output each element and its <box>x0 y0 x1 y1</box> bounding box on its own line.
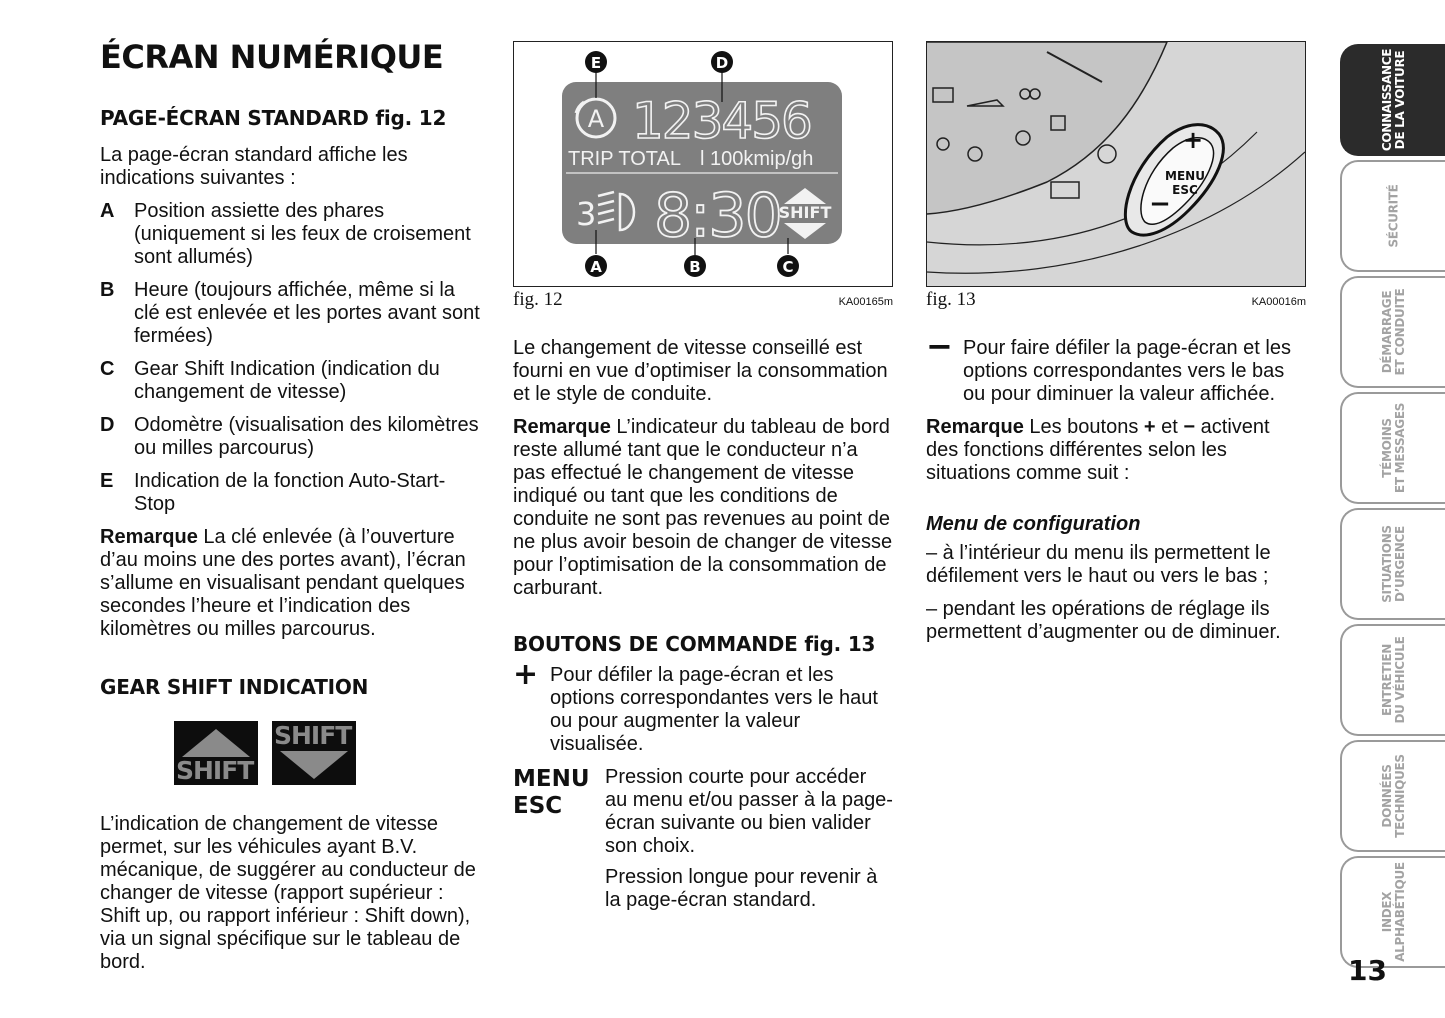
note-label: Remarque <box>100 526 198 548</box>
item-letter: D <box>100 414 115 436</box>
shift-down-icon <box>272 721 356 785</box>
tab-donnees[interactable] <box>1340 740 1445 852</box>
minus-symbol: − <box>926 327 953 365</box>
plus-symbol: + <box>513 657 539 692</box>
menu-esc-symbol <box>513 766 605 912</box>
display-illustration <box>514 42 892 286</box>
minus-button-description <box>926 327 1306 406</box>
list-item <box>100 279 480 348</box>
menu-button-description <box>513 766 893 912</box>
callout-e: E <box>590 54 602 72</box>
figure-13-caption <box>926 289 1306 311</box>
chapter-tabs <box>1340 44 1445 972</box>
tab-label: TÉMOINS ET MESSAGES <box>1379 402 1407 494</box>
gsi-advice-paragraph: Le changement de vitesse conseillé est fourni en vue d’optimiser la consommation et le style de conduite. <box>513 337 888 405</box>
plus-button: + <box>1182 126 1204 154</box>
headlamp-level-value: 3 <box>576 195 597 233</box>
list-item <box>100 414 480 460</box>
item-letter: A <box>100 200 115 222</box>
note-label: Remarque <box>926 416 1024 438</box>
note-label: Remarque <box>513 416 611 438</box>
standard-screen-heading: PAGE-ÉCRAN STANDARD fig. 12 <box>100 106 447 130</box>
item-text: Position assiette des phares (uniquement si les feux de croisement sont allumés) <box>134 200 471 268</box>
item-text: Heure (toujours affichée, même si la clé est enlevée et les portes avant sont fermées) <box>134 279 480 347</box>
item-text: Gear Shift Indication (indication du changement de vitesse) <box>134 358 440 403</box>
shift-up-label: SHIFT <box>176 756 254 785</box>
config-item: – à l’intérieur du menu ils permettent le défilement vers le haut ou vers le bas ; <box>926 542 1271 587</box>
callout-b: B <box>689 258 701 276</box>
menu-text-block <box>605 766 893 912</box>
tab-securite[interactable] <box>1340 160 1445 272</box>
middle-column <box>513 41 893 922</box>
buttons-heading: BOUTONS DE COMMANDE fig. 13 <box>513 632 876 656</box>
intro-paragraph: La page-écran standard affiche les indications suivantes : <box>100 144 408 189</box>
tab-connaissance[interactable] <box>1340 44 1445 156</box>
figure-code: KA00165m <box>838 296 893 308</box>
item-letter: E <box>100 470 114 492</box>
menu-long-press-text: Pression longue pour revenir à la page-écran standard. <box>605 866 878 911</box>
tab-label: SITUATIONS D’URGENCE <box>1379 525 1407 603</box>
note-text: L’indicateur du tableau de bord reste allumé tant que le conducteur n’a pas effectué le changement de vitesse indiqué ou tant que les conditions de conduite ne sont pas revenues au point de ne plus avoir besoin de changer de vitesse pour l’optimisation de la consommation de carburant. <box>513 416 893 599</box>
note-minus-symbol: − <box>1183 416 1196 438</box>
list-item <box>100 200 480 269</box>
esc-button: ESC <box>1172 183 1198 197</box>
steering-buttons-illustration <box>927 42 1305 286</box>
gsi-heading: GEAR SHIFT INDICATION <box>100 675 369 699</box>
menu-label: MENU <box>513 766 590 792</box>
menu-short-press-text: Pression courte pour accéder au menu et/ou passer à la page-écran suivante ou bien valider son choix. <box>605 766 893 857</box>
right-column <box>926 41 1306 654</box>
note-plus-symbol: + <box>1143 416 1156 438</box>
note-text: Les boutons <box>1023 416 1144 438</box>
note-paragraph <box>926 416 1306 485</box>
tab-demarrage[interactable] <box>1340 276 1445 388</box>
figure-12 <box>513 41 893 287</box>
note-paragraph <box>513 416 893 600</box>
tab-temoins[interactable] <box>1340 392 1445 504</box>
tab-label: DONNÉES TECHNIQUES <box>1379 754 1407 838</box>
plus-button-description <box>513 657 893 756</box>
list-item <box>100 470 480 516</box>
odometer-value: 123456 <box>632 92 811 150</box>
consumption-label: l 100kmip/gh <box>700 148 814 170</box>
tab-label: DÉMARRAGE ET CONDUITE <box>1379 288 1407 376</box>
trip-label: TRIP TOTAL <box>568 148 681 170</box>
figure-code: KA00016m <box>1251 296 1306 308</box>
note-text: La clé enlevée (à l’ouverture d’au moins une des portes avant), l’écran s’allume en visualisant pendant quelques secondes l’heure et l’indication des kilomètres ou milles parcourus. <box>100 526 466 640</box>
note-text: et <box>1155 416 1184 438</box>
callout-c: C <box>782 258 794 276</box>
list-item <box>100 358 480 404</box>
tab-label: SÉCURITÉ <box>1386 184 1400 248</box>
figure-12-caption <box>513 289 893 311</box>
left-column <box>100 30 480 984</box>
gsi-paragraph: L’indication de changement de vitesse permet, sur les véhicules ayant B.V. mécanique, de suggérer au conducteur de changer de vitesse (rapport supérieur : Shift up, ou rapport inférieur : Shift down), via un signal spécifique sur le tableau de bord. <box>100 813 476 973</box>
minus-button: − <box>1149 189 1171 219</box>
item-text: Odomètre (visualisation des kilomètres ou milles parcourus) <box>134 414 479 459</box>
figure-label: fig. 12 <box>513 289 563 310</box>
note-paragraph <box>100 526 480 641</box>
shift-icons <box>174 721 480 785</box>
tab-situations[interactable] <box>1340 508 1445 620</box>
plus-text: Pour défiler la page-écran et les options correspondantes vers le haut ou pour augmenter la valeur visualisée. <box>550 664 878 755</box>
minus-text: Pour faire défiler la page-écran et les options correspondantes vers le bas ou pour diminuer la valeur affichée. <box>963 337 1291 405</box>
tab-entretien[interactable] <box>1340 624 1445 736</box>
callout-d: D <box>715 54 729 72</box>
config-item: – pendant les opérations de réglage ils permettent d’augmenter ou de diminuer. <box>926 598 1281 643</box>
indications-list <box>100 200 480 516</box>
auto-start-stop-icon: A <box>587 105 605 133</box>
figure-label: fig. 13 <box>926 289 976 310</box>
menu-button: MENU <box>1165 169 1205 183</box>
esc-label: ESC <box>513 793 563 819</box>
callout-a: A <box>590 258 602 276</box>
shift-up-icon <box>174 721 258 785</box>
page-title: ÉCRAN NUMÉRIQUE <box>100 38 444 76</box>
config-menu-heading: Menu de configuration <box>926 513 1141 535</box>
tab-label: INDEX ALPHABÉTIQUE <box>1379 862 1407 962</box>
page-number: 13 <box>1348 954 1387 987</box>
tab-label: ENTRETIEN DU VÉHICULE <box>1379 636 1407 724</box>
tab-index[interactable] <box>1340 856 1445 968</box>
item-letter: C <box>100 358 115 380</box>
shift-label: SHIFT <box>778 203 832 222</box>
figure-13 <box>926 41 1306 287</box>
tab-label: CONNAISSANCE DE LA VOITURE <box>1379 48 1407 152</box>
item-text: Indication de la fonction Auto-Start-Stop <box>134 470 446 515</box>
item-letter: B <box>100 279 115 301</box>
clock-value: 8:30 <box>654 181 781 251</box>
note-text: activent des fonctions différentes selon les situations comme suit : <box>926 416 1270 484</box>
shift-down-label: SHIFT <box>274 721 352 750</box>
